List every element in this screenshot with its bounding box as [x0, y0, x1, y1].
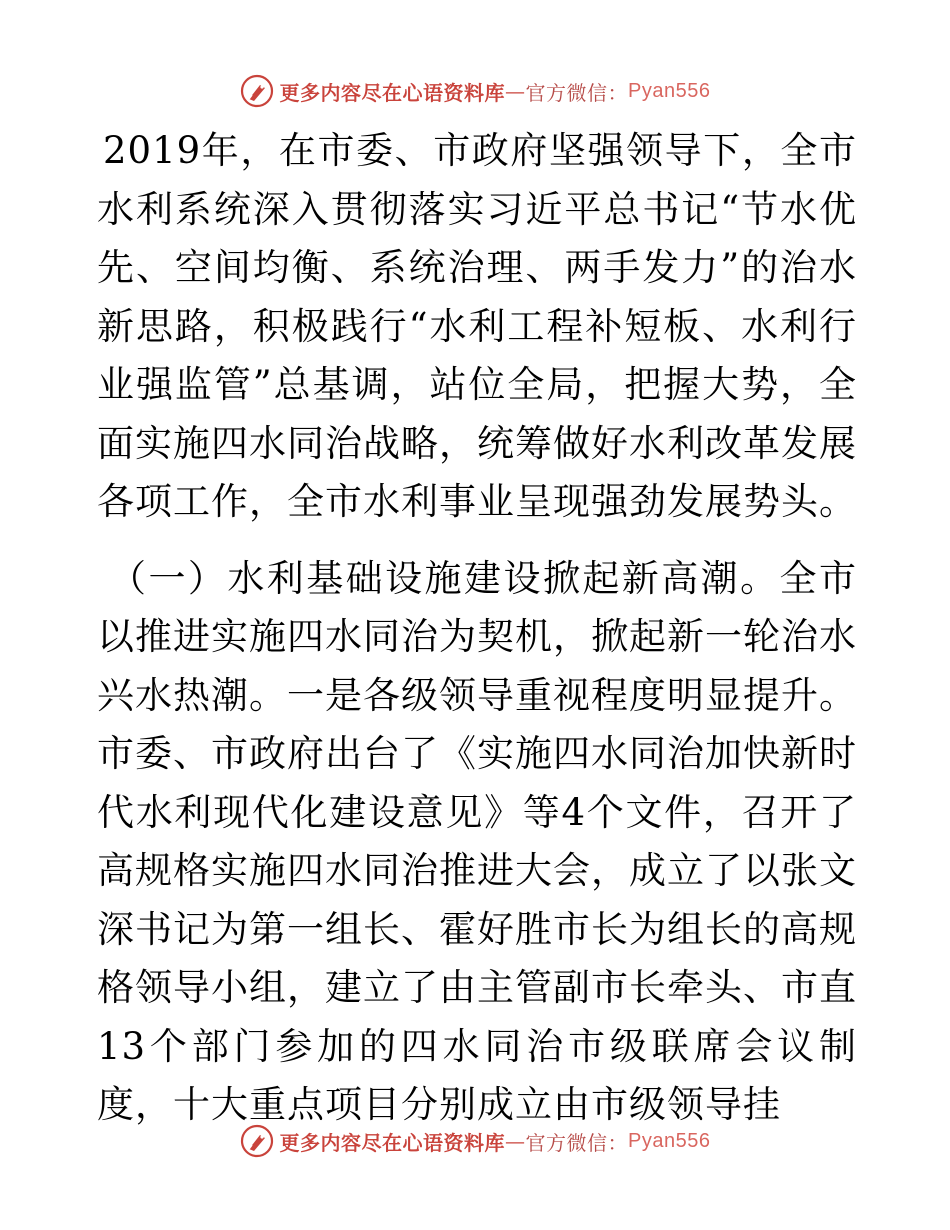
- pen-nib-logo-icon: [240, 1124, 274, 1158]
- paragraph-intro: 2019年，在市委、市政府坚强领导下，全市水利系统深入贯彻落实习近平总书记“节水优先、空间均衡、系统治理、两手发力”的治水新思路，积极践行“水利工程补短板、水利行业强监管”总基调，站位全局，把握大势，全面实施四水同治战略，统筹做好水利改革发展各项工作，全市水利事业呈现强劲发展势头。: [97, 129, 857, 523]
- watermark-header: [0, 74, 950, 108]
- pen-nib-logo-icon: [240, 74, 274, 108]
- watermark-dash: —: [505, 1129, 526, 1153]
- watermark-brand: 更多内容尽在心语资料库: [279, 1130, 506, 1155]
- watermark-dash: —: [505, 79, 526, 103]
- watermark-label: 官方微信：: [525, 1130, 629, 1155]
- watermark-account: Pyan556: [628, 79, 711, 102]
- document-body: [97, 122, 857, 1135]
- watermark-label: 官方微信：: [525, 80, 629, 105]
- watermark-brand: 更多内容尽在心语资料库: [279, 80, 506, 105]
- watermark-footer: [0, 1124, 950, 1158]
- watermark-account: Pyan556: [628, 1129, 711, 1152]
- paragraph-section-1: （一）水利基础设施建设掀起新高潮。全市以推进实施四水同治为契机，掀起新一轮治水兴水热潮。一是各级领导重视程度明显提升。市委、市政府出台了《实施四水同治加快新时代水利现代化建设意见》等4个文件，召开了高规格实施四水同治推进大会，成立了以张文深书记为第一组长、霍好胜市长为组长的高规格领导小组，建立了由主管副市长牵头、市直13个部门参加的四水同治市级联席会议制度，十大重点项目分别成立由市级领导挂: [97, 556, 857, 1126]
